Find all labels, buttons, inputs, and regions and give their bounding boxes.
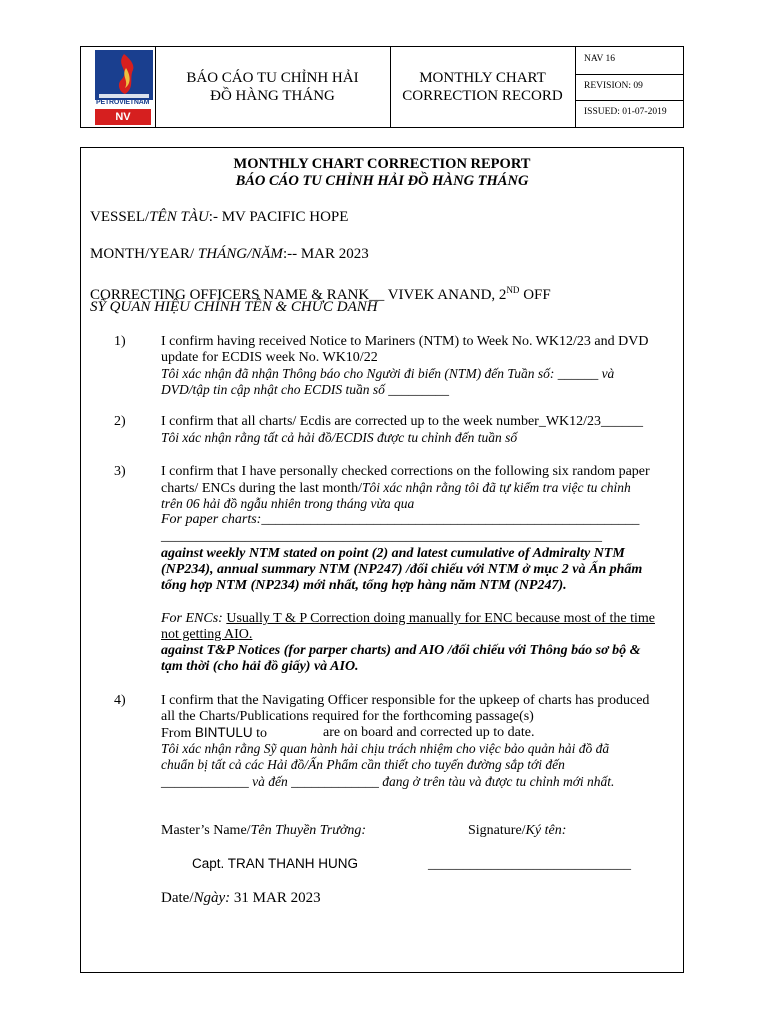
from-label: From (161, 726, 195, 741)
master-name-label (161, 823, 366, 839)
paper-charts-field: For paper charts:______________________________________________________ (161, 512, 640, 527)
item-number: 3) (114, 464, 126, 479)
header-divider (575, 100, 683, 101)
date-value: 31 MAR 2023 (230, 890, 321, 906)
item3-bold-text: against T&P Notices (for parper charts) and AIO /đối chiếu với Thông báo sơ bộ & (161, 643, 641, 658)
date-label-vn: Ngày: (193, 890, 231, 906)
item4-passage-line (161, 725, 267, 742)
master-label-vn: Tên Thuyền Trưởng: (250, 823, 367, 838)
vessel-label-vn: TÊN TÀU (149, 209, 209, 225)
month-value: :-- MAR 2023 (282, 246, 369, 262)
signature-line: _____________________________ (428, 857, 631, 872)
officer-superscript: ND (506, 285, 520, 295)
vessel-line (90, 209, 348, 225)
logo-company-text: PETROVIETNAM (96, 99, 150, 106)
item3-text-vn: trên 06 hải đồ ngẫu nhiên trong tháng vừa qua (161, 496, 415, 511)
flame-icon (95, 50, 153, 100)
enc-line (161, 611, 655, 627)
issued-date: ISSUED: 01-07-2019 (584, 107, 667, 117)
signature-label (468, 823, 566, 839)
enc-value-cont: not getting AIO. (161, 627, 253, 642)
signature-label-en: Signature/ (468, 823, 526, 838)
to-label: to (252, 726, 267, 741)
master-name-value: Capt. TRAN THANH HUNG (192, 856, 359, 871)
date-label: Date/ (161, 890, 194, 906)
header-title-en (390, 69, 575, 105)
item3-bold-text: against weekly NTM stated on point (2) and latest cumulative of Admiralty NTM (161, 546, 625, 561)
from-value: BINTULU (194, 725, 253, 740)
revision: REVISION: 09 (584, 81, 643, 91)
header-title-vn-line: ĐỒ HÀNG THÁNG (210, 88, 335, 104)
item3-bold-text: tạm thời (cho hải đồ giấy) và AIO. (161, 659, 359, 674)
item4-text-vn: Tôi xác nhận rằng Sỹ quan hành hải chịu trách nhiệm cho việc bảo quản hải đồ đã (161, 741, 610, 756)
item1-text: update for ECDIS week No. WK10/22 (161, 350, 378, 365)
vessel-value: :- MV PACIFIC HOPE (208, 209, 349, 225)
item1-text: I confirm having received Notice to Mariners (NTM) to Week No. WK12/23 and DVD (161, 334, 649, 349)
item3-bold-text: tổng hợp NTM (NP234) mới nhất, tổng hợp hàng năm NTM (NP247). (161, 578, 567, 593)
item4-text: I confirm that the Navigating Officer responsible for the upkeep of charts has produced (161, 693, 650, 708)
report-title-vn: BÁO CÁO TU CHỈNH HẢI ĐỒ HÀNG THÁNG (235, 173, 529, 189)
item2-text: I confirm that all charts/ Ecdis are corrected up to the week number_WK12/23______ (161, 414, 644, 429)
master-label: Master’s Name/ (161, 823, 251, 838)
month-label-vn: THÁNG/NĂM (197, 246, 283, 262)
header-divider (575, 74, 683, 75)
enc-label: For ENCs: (161, 611, 227, 626)
item-number: 1) (114, 334, 126, 349)
header-divider (575, 47, 576, 127)
item3-text-part-vn: Tôi xác nhận rằng tôi đã tự kiểm tra việc tu chỉnh (362, 480, 631, 495)
item3-text-part: charts/ ENCs during the last month/ (161, 481, 363, 496)
item4-text: are on board and corrected up to date. (323, 725, 535, 740)
signature-label-vn: Ký tên: (525, 823, 567, 838)
item3-text: I confirm that I have personally checked corrections on the following six random paper (161, 464, 650, 479)
item4-text-vn: _____________ và đến _____________ đang ở trên tàu và được tu chỉnh mới nhất. (161, 774, 615, 789)
header-title-vn (155, 69, 390, 105)
officer-label-vn: SỸ QUAN HIỆU CHỈNH TÊN & CHỨC DANH (90, 299, 378, 315)
officer-label: CORRECTING OFFICERS NAME & RANK__ (90, 287, 388, 303)
item4-text: all the Charts/Publications required for the forthcoming passage(s) (161, 709, 534, 724)
item2-text-vn: Tôi xác nhận rằng tất cả hải đồ/ECDIS được tu chỉnh đến tuần số (161, 430, 518, 445)
vessel-label: VESSEL/ (90, 209, 150, 225)
header-title-en-line: CORRECTION RECORD (402, 88, 563, 104)
officer-rank: OFF (519, 287, 551, 303)
month-label: MONTH/YEAR/ (90, 246, 198, 262)
item1-text-vn: DVD/tập tin cập nhật cho ECDIS tuần số _________ (161, 382, 449, 397)
item1-text-vn: Tôi xác nhận đã nhận Thông báo cho Người đi biển (NTM) đến Tuần số: ______ và (161, 366, 615, 381)
item3-text (161, 480, 631, 497)
item-number: 4) (114, 693, 126, 708)
report-title-en: MONTHLY CHART CORRECTION REPORT (233, 156, 531, 172)
company-logo (95, 50, 153, 139)
month-line (90, 246, 369, 262)
date-line (161, 890, 321, 906)
item3-bold-text: (NP234), annual summary NTM (NP247) /đối chiếu với NTM ở mục 2 và Ấn phẩm (161, 562, 643, 577)
document-header (80, 46, 684, 139)
doc-code: NAV 16 (584, 54, 616, 64)
item4-text-vn: chuẩn bị tất cả các Hải đồ/Ấn Phẩm cần thiết cho tuyến đường sắp tới đến (161, 757, 565, 772)
header-title-vn-line: BÁO CÁO TU CHỈNH HẢI (186, 70, 359, 86)
header-title-en-line: MONTHLY CHART (419, 70, 546, 86)
enc-value: Usually T & P Correction doing manually for ENC because most of the time (226, 611, 655, 626)
item-number: 2) (114, 414, 126, 429)
logo-brand-text: NV TRANS (95, 109, 151, 125)
paper-charts-field-line: _______________________________________________________________ (161, 529, 602, 544)
officer-value: VIVEK ANAND, 2 (387, 287, 507, 303)
